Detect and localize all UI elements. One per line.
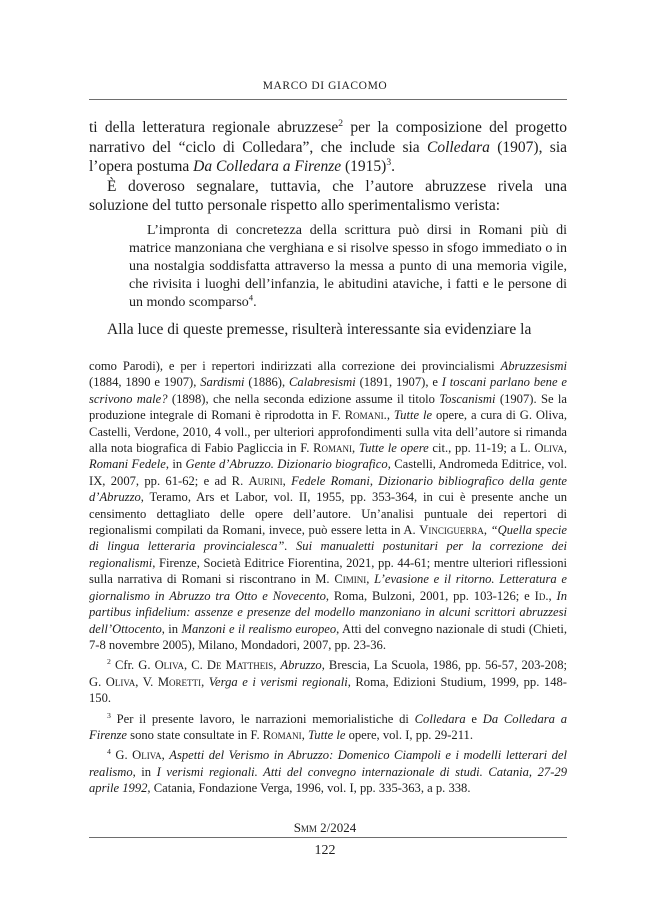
fn-title: Abruzzo	[280, 658, 322, 673]
fn-title: Fedele Romani	[291, 473, 370, 488]
fn-title: Da Colledara a Firenze	[89, 711, 567, 742]
fn-text: (1907). Se la produzione integrale di Romani è riprodotta in F.	[89, 391, 568, 423]
fn-text: , Roma, Bulzoni, 2001, pp. 103-126; e	[325, 588, 535, 603]
fn-author: Oliva	[132, 748, 162, 763]
page-number: 122	[314, 843, 336, 858]
fn-text: , Brescia, La Scuola, 1986, pp. 56-57, 203-208; G.	[89, 658, 568, 689]
footnotes	[89, 358, 567, 797]
fn-author: De Mattheis	[206, 658, 274, 673]
fn-text: , in	[165, 457, 186, 472]
fn-author: Vinciguerra	[419, 523, 484, 538]
fn-title: Colledara	[414, 711, 466, 726]
fn-author: Romani	[344, 408, 384, 423]
fn-text: , Castelli, Andromeda Editrice, vol. IX, 2007, pp. 61-62; e ad R.	[89, 457, 567, 488]
fn-text: , Catania, Fondazione Verga, 1996, vol. I, pp. 335-363, a p. 338.	[147, 781, 471, 796]
fn-title: In partibus infidelium: assenze e presenze del modello manzoniano in alcuni scrittori abruzzesi dell’Ottocento	[89, 588, 568, 636]
text-run: .	[253, 294, 257, 310]
fn-title: Calabresismi	[289, 375, 356, 390]
fn-author: Romani	[262, 727, 302, 742]
fn-text: ,	[366, 572, 375, 587]
fn-author: Oliva	[534, 441, 564, 456]
footer-rule	[89, 837, 567, 838]
fn-title: Romani Fedele	[89, 457, 166, 472]
text-run: (1907), sia l’opera postuma	[89, 138, 568, 176]
fn-text: , Roma, Edizioni Studium, 1999, pp. 148-150.	[89, 674, 567, 706]
fn-text: ,	[273, 658, 281, 673]
fn-text: como Parodi), e per i repertori indirizzati alla correzione dei provincialismi	[89, 359, 501, 373]
fn-text: , in	[132, 764, 157, 779]
fn-text: ,	[351, 441, 359, 456]
fn-text: .,	[383, 408, 394, 423]
footnote-number: 3	[107, 710, 111, 720]
fn-text: cit., pp. 11-19; a L.	[428, 441, 535, 456]
footnote-number: 4	[107, 747, 111, 757]
fn-title: Tutte le	[393, 408, 433, 423]
fn-title: Abruzzesismi	[500, 359, 567, 373]
fn-text: .,	[545, 588, 557, 603]
paragraph: È doveroso segnalare, tuttavia, che l’autore abruzzese rivela una soluzione del tutto personale rispetto allo sperimentalismo verista:	[89, 177, 567, 215]
journal-issue	[0, 820, 650, 836]
footnote-number: 2	[107, 657, 111, 667]
fn-text: opere, a cura di G. Oliva, Castelli, Verdone, 2010, 4 voll., per ulteriori approfondimenti sulla vita dell’autore si rimanda alla nota biografica di Fabio Pagliccia in F.	[89, 408, 567, 456]
fn-text: (1891, 1907), e	[355, 375, 442, 390]
fn-text: G.	[115, 748, 133, 763]
fn-text: ,	[161, 748, 170, 763]
text-run: (1915)	[341, 158, 387, 176]
fn-text: sono state consultate in F.	[127, 727, 263, 742]
fn-author: Moretti	[157, 674, 202, 689]
fn-text: Per il presente lavoro, le narrazioni memorialistiche di	[116, 711, 415, 726]
footnote-ref[interactable]: 4	[248, 292, 254, 303]
fn-text: , C.	[184, 658, 207, 673]
fn-title: I verismi regionali. Atti del convegno internazionale di studi. Catania, 27-29 aprile 1992	[89, 764, 567, 796]
footnote-4	[89, 747, 567, 796]
block-quote	[129, 222, 567, 312]
running-head: MARCO DI GIACOMO	[262, 80, 388, 92]
fn-text: (1898), che nella seconda edizione assume il titolo	[167, 391, 440, 406]
journal-label: Smm 2/2024	[293, 820, 357, 835]
fn-title: Aspetti del Verismo in Abruzzo: Domenico Ciampoli e i modelli letterari del realismo	[89, 748, 567, 779]
fn-text: , Firenze, Società Editrice Fiorentina, 2021, pp. 44-61; mentre ulteriori riflessioni sulla narrativa di Romani si riscontrano in M.	[89, 555, 567, 587]
fn-author: Oliva	[105, 674, 136, 689]
fn-author: Id	[534, 588, 546, 603]
book-title: Da Colledara a Firenze	[193, 158, 342, 176]
footnote-3	[89, 711, 567, 744]
fn-text: ,	[282, 473, 292, 488]
fn-text: ,	[301, 727, 308, 742]
fn-title: L’evasione e il ritorno. Letteratura e giornalismo in Abruzzo tra Otto e Novecento	[89, 572, 568, 603]
book-title: Colledara	[427, 138, 490, 156]
fn-text: , Teramo, Ars et Labor, vol. II, 1955, pp. 353-364, in cui è presente anche un censimento dettagliato delle opere dell’autore. Un’analisi puntuale dei repertori di regionalismi compilati da Romani, invece, può essere letta in A.	[89, 490, 567, 538]
fn-text: , Atti del convegno nazionale di studi (Chieti, 7-8 novembre 2005), Milano, Mondadori, 2007, pp. 23-36.	[89, 621, 568, 652]
fn-text: opere, vol. I, pp. 29-211.	[345, 727, 473, 742]
fn-author: Cimini	[334, 572, 367, 587]
fn-title: Gente d’Abruzzo. Dizionario biografico	[185, 457, 388, 472]
fn-title: Manzoni e il realismo europeo	[181, 621, 337, 636]
fn-text: Cfr. G.	[114, 658, 155, 673]
fn-text: , V.	[135, 674, 158, 689]
fn-author: Romani	[313, 441, 352, 456]
fn-title: Toscanismi	[439, 391, 496, 406]
header-rule	[89, 99, 567, 100]
paragraph: Alla luce di queste premesse, risulterà interessante sia evidenziare la	[107, 320, 532, 338]
footnote-continuation	[89, 358, 567, 653]
main-text	[89, 118, 567, 340]
paragraph	[89, 118, 567, 177]
text-run: ti della letteratura regionale abruzzese	[89, 119, 339, 136]
fn-title: Verga e i verismi regionali	[208, 674, 348, 689]
text-run: .	[391, 158, 396, 176]
fn-text: (1886),	[244, 375, 289, 390]
footnote-2	[89, 657, 567, 706]
fn-author: Oliva	[154, 658, 185, 673]
fn-title: Tutte le	[307, 727, 346, 742]
fn-title: Tutte le opere	[358, 441, 429, 456]
quote-text: L’impronta di concretezza della scrittura può dirsi in Romani più di matrice manzoniana che verghiana e si risolve spesso in sfogo immediato o in una nostalgia soddisfatta attraverso la messa a punto di una memoria vigile, che rivisita i luoghi dell’infanzia, le abitudini ataviche, i fatti e le persone di un mondo scomparso	[129, 222, 567, 310]
footnote-ref[interactable]: 3	[386, 157, 392, 169]
fn-title: “Quella specie di lingua letteraria provincialesca”. Sui manualetti postunitari per la correzione dei regionalismi	[89, 523, 568, 570]
fn-author: Aurini	[248, 473, 283, 488]
fn-text: ,	[483, 523, 491, 538]
fn-title: Sardismi	[200, 375, 245, 390]
fn-title: Dizionario bibliografico della gente d’Abruzzo	[89, 473, 568, 505]
footnote-ref[interactable]: 2	[338, 117, 344, 129]
text-run: per la composizione del progetto narrativo del “ciclo di Colledara”, che include sia	[89, 119, 567, 156]
fn-text: e	[465, 711, 483, 726]
fn-text: ,	[369, 473, 379, 488]
fn-text: (1884, 1890 e 1907),	[89, 375, 201, 390]
fn-text: , in	[161, 621, 182, 636]
fn-title: I toscani parlano bene e scrivono male?	[89, 375, 567, 406]
fn-text: ,	[201, 674, 209, 689]
fn-text: ,	[563, 441, 567, 456]
